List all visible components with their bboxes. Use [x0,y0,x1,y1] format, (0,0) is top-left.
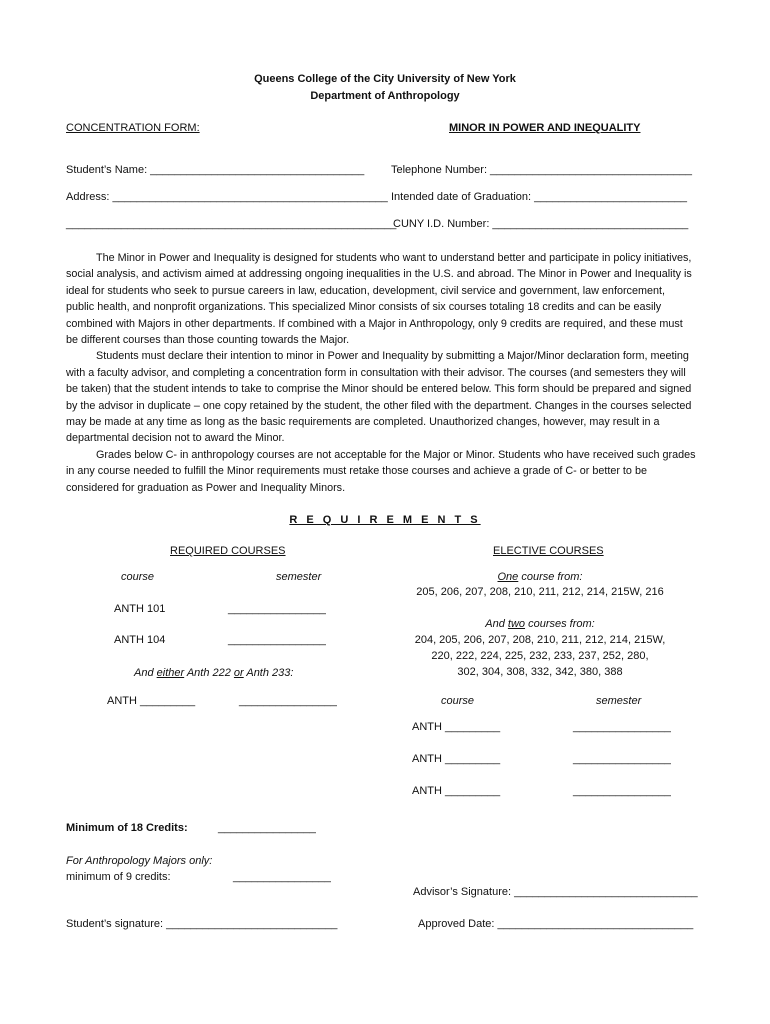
two-course-list-2: 220, 222, 224, 225, 232, 233, 237, 252, 280, [431,650,649,662]
required-course-col: course [121,571,155,583]
cuny-id-field[interactable]: CUNY I.D. Number: ________________________________ [393,218,689,230]
either-mid: Anth 222 [184,667,234,679]
two-suffix: courses from: [525,618,595,630]
institution-title: Queens College of the City University of New York [254,73,516,85]
majors-min-credits-label: minimum of 9 credits: [66,871,171,883]
telephone-field[interactable]: Telephone Number: _________________________________ [391,164,692,176]
elective-courses-heading: ELECTIVE COURSES [493,545,604,557]
either-prefix: And [134,667,157,679]
min-credits-label: Minimum of 18 Credits: [66,822,188,834]
anth-101-label: ANTH 101 [114,603,166,615]
anth-104-label: ANTH 104 [114,634,166,646]
anth-104-semester-blank[interactable]: ________________ [228,634,326,646]
either-anth-blank[interactable]: ANTH _________ [107,695,196,707]
anthro-majors-label: For Anthropology Majors only: [66,855,213,867]
one-course-list: 205, 206, 207, 208, 210, 211, 212, 214, 215W, 216 [416,586,664,598]
elective-anth-blank-3[interactable]: ANTH _________ [412,785,501,797]
elective-semester-blank-2[interactable]: ________________ [573,753,671,765]
paragraph-intro: The Minor in Power and Inequality is designed for students who want to understand better and participate in policy initiatives, social analysis, and activism aimed at addressing ongoing inequalities in the U.S. and abroad. The Minor in Power and Inequality is ideal for students who seek to pursue careers in law, education, development, civil service and government, law enforcement, public health, and nonprofit organizations. This specialized Minor consists of six courses totaling 18 credits and can be easily combined with Majors in other departments. If combined with a Major in Anthropology, only 9 credits are required, and these must be different courses than those counting towards the Major. [66,252,692,347]
elective-anth-blank-2[interactable]: ANTH _________ [412,753,501,765]
paragraph-grades: Grades below C- in anthropology courses are not acceptable for the Major or Minor. Students who have received such grades in any course needed to fulfill the Minor requirements must retake those courses and achieve a grade of C- or better to be considered for graduation as Power and Inequality Minors. [66,448,696,494]
elective-anth-blank-1[interactable]: ANTH _________ [412,721,501,733]
two-course-list-3: 302, 304, 308, 332, 342, 380, 388 [457,666,623,678]
graduation-date-field[interactable]: Intended date of Graduation: _________________________ [391,191,688,203]
either-semester-blank[interactable]: ________________ [239,695,337,707]
one-suffix: course from: [518,571,583,583]
student-name-field[interactable]: Student’s Name: ___________________________________ [66,164,365,176]
two-courses-line [380,617,700,631]
minor-title: MINOR IN POWER AND INEQUALITY [449,122,641,134]
elective-course-col: course [441,695,475,707]
two-course-list-1: 204, 205, 206, 207, 208, 210, 211, 212, 214, 215W, [414,634,666,646]
concentration-form-title: CONCENTRATION FORM: [66,122,200,134]
either-word: either [156,667,185,679]
student-signature-field[interactable]: Student’s signature: ____________________________ [66,918,338,930]
required-courses-heading: REQUIRED COURSES [170,545,286,557]
either-course-line [134,666,293,680]
two-prefix: And [485,618,508,630]
elective-semester-blank-3[interactable]: ________________ [573,785,671,797]
description-text [66,250,696,496]
paragraph-declaration: Students must declare their intention to minor in Power and Inequality by submitting a Major/Minor declaration form, meeting with a faculty advisor, and completing a concentration form in consultation with their advisor. The courses (and semesters they will be taken) that the student intends to take to comprise the Minor should be entered below. This form should be prepared and signed by the advisor in duplicate – one copy retained by the student, the other filed with the department. Changes in the courses selected may be made at any time as long as the basic requirements are completed. Unauthorized changes, however, may result in a departmental decision not to award the Minor. [66,350,692,445]
address-field[interactable]: Address: _____________________________________________ [66,191,388,203]
address-line2-field[interactable]: ______________________________________________________ [66,218,397,230]
anth-101-semester-blank[interactable]: ________________ [228,603,326,615]
approved-date-field[interactable]: Approved Date: ________________________________ [418,918,694,930]
either-suffix: Anth 233: [243,667,294,679]
required-semester-col: semester [276,571,322,583]
advisor-signature-field[interactable]: Advisor’s Signature: ______________________________ [413,886,698,898]
majors-min-credits-blank[interactable]: ________________ [233,871,331,883]
requirements-title: R E Q U I R E M E N T S [289,514,481,526]
either-or: or [233,667,244,679]
one-word: One [497,571,519,583]
two-word: two [507,618,526,630]
min-credits-blank[interactable]: ________________ [218,822,316,834]
department-title: Department of Anthropology [310,90,460,102]
one-course-line [380,570,700,584]
elective-semester-blank-1[interactable]: ________________ [573,721,671,733]
elective-semester-col: semester [596,695,642,707]
